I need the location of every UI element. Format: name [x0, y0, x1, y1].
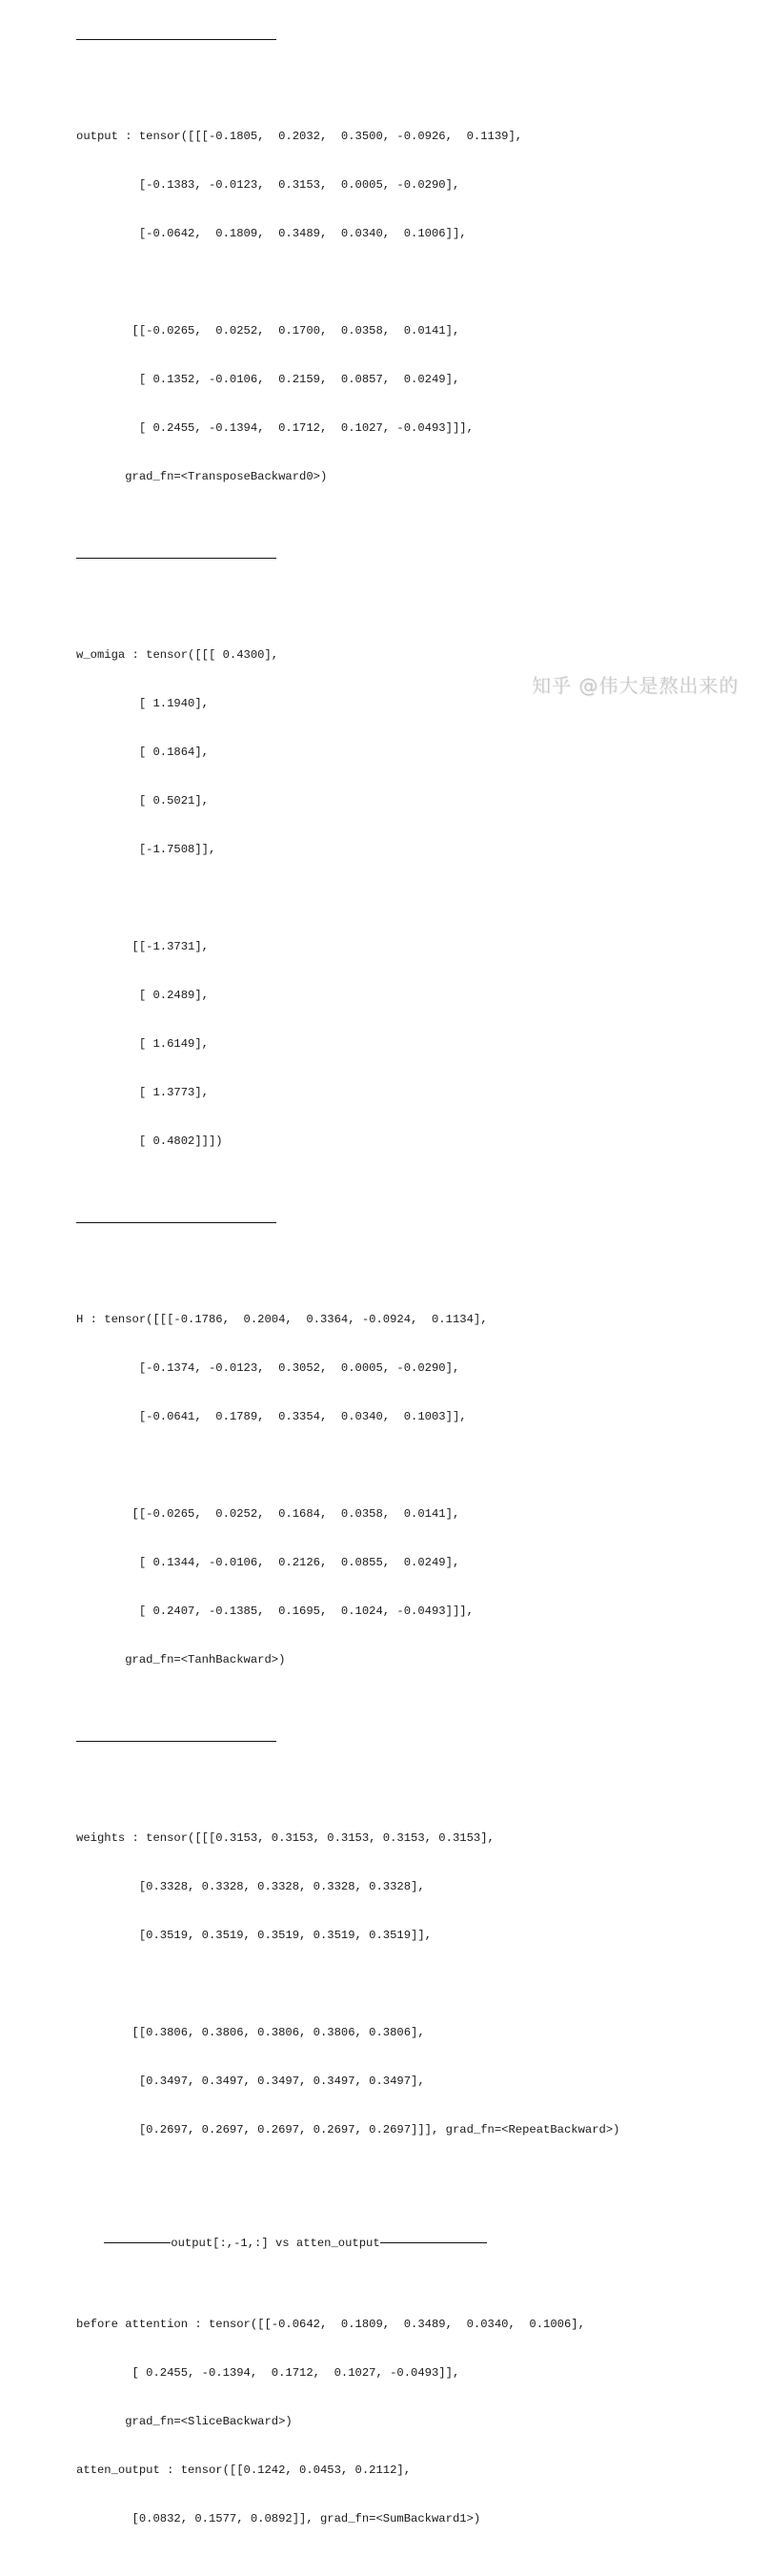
- console-line: [-1.7508]],: [76, 843, 216, 856]
- console-line: H : tensor([[[-0.1786, 0.2004, 0.3364, -0.0924, 0.1134],: [76, 1313, 488, 1326]
- comparison-separator: [76, 2219, 619, 2250]
- console-line: [ 1.6149],: [76, 1037, 209, 1051]
- console-line: w_omiga : tensor([[[ 0.4300],: [76, 648, 279, 662]
- console-line: [ 0.1352, -0.0106, 0.2159, 0.0857, 0.0249],: [76, 373, 460, 386]
- separator-line: [76, 1733, 619, 1749]
- h-tensor-block: [76, 1279, 619, 1701]
- console-line: [[-0.0265, 0.0252, 0.1684, 0.0358, 0.0141],: [76, 1507, 460, 1521]
- console-line: [76, 1458, 619, 1474]
- console-line: [-0.0642, 0.1809, 0.3489, 0.0340, 0.1006]],: [76, 227, 467, 240]
- console-line: [ 0.1344, -0.0106, 0.2126, 0.0855, 0.0249],: [76, 1556, 460, 1569]
- separator-bar-right: [380, 2242, 487, 2243]
- console-line: [76, 1976, 619, 1993]
- weights-tensor-block: [76, 1798, 619, 2171]
- console-line: [ 0.1864],: [76, 746, 209, 759]
- separator-bar-left: [104, 2242, 171, 2243]
- console-line: [-0.1383, -0.0123, 0.3153, 0.0005, -0.0290],: [76, 178, 460, 192]
- console-line: [0.3328, 0.3328, 0.3328, 0.3328, 0.3328],: [76, 1880, 425, 1893]
- console-line: [ 0.2455, -0.1394, 0.1712, 0.1027, -0.0493]],: [76, 2366, 460, 2380]
- console-line: [ 0.2407, -0.1385, 0.1695, 0.1024, -0.0493]]],: [76, 1605, 474, 1618]
- output-tensor-block: [76, 96, 619, 518]
- console-line: [ 1.3773],: [76, 1086, 209, 1099]
- console-line: grad_fn=<TanhBackward>): [76, 1653, 286, 1666]
- console-line: [76, 890, 619, 907]
- console-line: [[-0.0265, 0.0252, 0.1700, 0.0358, 0.0141],: [76, 324, 460, 337]
- console-line: [76, 275, 619, 291]
- comparison-title: output[:,-1,:] vs atten_output: [171, 2237, 380, 2250]
- console-line: [0.3497, 0.3497, 0.3497, 0.3497, 0.3497],: [76, 2075, 425, 2088]
- console-line: [0.3519, 0.3519, 0.3519, 0.3519, 0.3519]],: [76, 1929, 432, 1942]
- console-line: [0.0832, 0.1577, 0.0892]], grad_fn=<SumBackward1>): [76, 2512, 481, 2525]
- console-line: [ 0.2489],: [76, 989, 209, 1002]
- console-output: [76, 15, 619, 2576]
- console-line: atten_output : tensor([[0.1242, 0.0453, 0.2112],: [76, 2464, 412, 2477]
- zhihu-watermark: 知乎 @伟大是熬出来的: [532, 674, 739, 697]
- console-line: [ 0.4802]]]): [76, 1135, 223, 1148]
- console-line: grad_fn=<TransposeBackward0>): [76, 470, 328, 483]
- console-line: output : tensor([[[-0.1805, 0.2032, 0.3500, -0.0926, 0.1139],: [76, 130, 523, 143]
- console-line: [-0.1374, -0.0123, 0.3052, 0.0005, -0.0290],: [76, 1361, 460, 1375]
- separator-line: [76, 31, 619, 48]
- console-line: [-0.0641, 0.1789, 0.3354, 0.0340, 0.1003]],: [76, 1410, 467, 1423]
- comparison-block: [76, 2284, 619, 2560]
- console-line: [ 0.2455, -0.1394, 0.1712, 0.1027, -0.0493]]],: [76, 421, 474, 435]
- w-omiga-tensor-block: [76, 615, 619, 1182]
- console-line: [ 1.1940],: [76, 697, 209, 710]
- console-line: [0.2697, 0.2697, 0.2697, 0.2697, 0.2697]]], grad_fn=<RepeatBackward>): [76, 2123, 620, 2136]
- separator-line: [76, 550, 619, 566]
- console-line: grad_fn=<SliceBackward>): [76, 2415, 293, 2428]
- separator-line: [76, 1215, 619, 1231]
- console-line: [ 0.5021],: [76, 794, 209, 808]
- console-line: weights : tensor([[[0.3153, 0.3153, 0.3153, 0.3153, 0.3153],: [76, 1831, 495, 1845]
- console-line: [[-1.3731],: [76, 940, 209, 953]
- console-line: before attention : tensor([[-0.0642, 0.1809, 0.3489, 0.0340, 0.1006],: [76, 2318, 585, 2331]
- console-line: [[0.3806, 0.3806, 0.3806, 0.3806, 0.3806],: [76, 2026, 425, 2039]
